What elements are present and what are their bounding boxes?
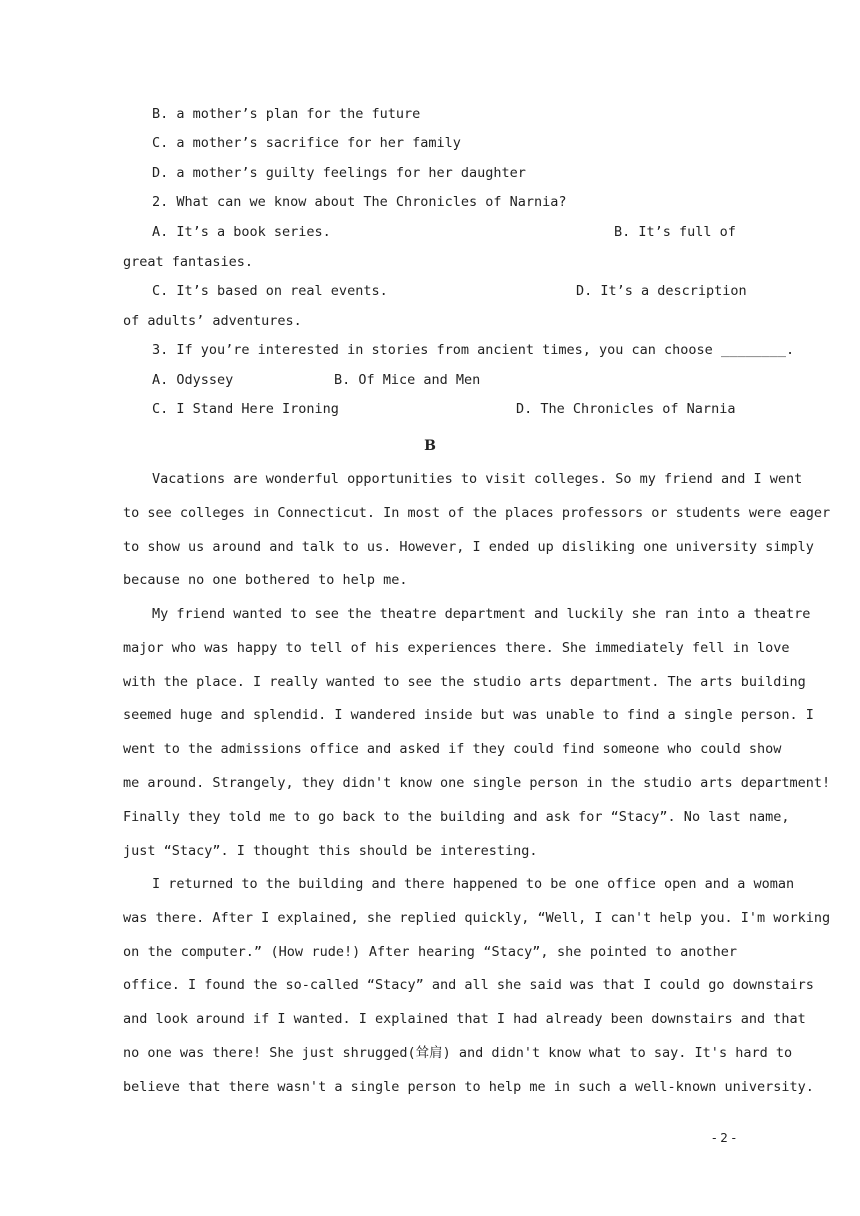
paragraph-line: I returned to the building and there happened to be one office open and a woman bbox=[152, 876, 795, 892]
paragraph-line: and look around if I wanted. I explained that I had already been downstairs and that bbox=[123, 1011, 806, 1028]
q3-options-row-1 bbox=[0, 371, 860, 389]
q3-options-row-2 bbox=[0, 400, 860, 418]
paragraph-line: went to the admissions office and asked if they could find someone who could show bbox=[123, 741, 782, 758]
paragraph-line: My friend wanted to see the theatre department and luckily she ran into a theatre bbox=[152, 606, 811, 622]
q3-stem: 3. If you’re interested in stories from ancient times, you can choose ________. bbox=[152, 342, 795, 358]
page-number: - 2 - bbox=[712, 1131, 736, 1145]
paragraph-line: believe that there wasn't a single person to help me in such a well-known university. bbox=[123, 1078, 814, 1095]
paragraph-line: to see colleges in Connecticut. In most of the places professors or students were eager bbox=[123, 504, 831, 521]
paragraph-line: me around. Strangely, they didn't know one single person in the studio arts department! bbox=[123, 774, 831, 791]
paragraph-line: just “Stacy”. I thought this should be interesting. bbox=[123, 842, 538, 859]
q3-option-d: D. The Chronicles of Narnia bbox=[516, 401, 736, 417]
q2-option-c: C. It’s based on real events. bbox=[152, 283, 388, 299]
paragraph-line: Finally they told me to go back to the building and ask for “Stacy”. No last name, bbox=[123, 808, 790, 825]
paragraph-line: because no one bothered to help me. bbox=[123, 572, 408, 589]
paragraph-2 bbox=[123, 598, 831, 868]
paragraph-line: office. I found the so-called “Stacy” and all she said was that I could go downstairs bbox=[123, 977, 814, 994]
paragraph-3 bbox=[123, 868, 831, 1105]
paragraph-line: on the computer.” (How rude!) After hearing “Stacy”, she pointed to another bbox=[123, 943, 737, 960]
paragraph-line: seemed huge and splendid. I wandered inside but was unable to find a single person. I bbox=[123, 707, 814, 724]
q1-option-b: B. a mother’s plan for the future bbox=[152, 106, 421, 122]
q3-option-a: A. Odyssey bbox=[152, 372, 234, 388]
paragraph-1 bbox=[123, 463, 831, 598]
q2-options-row-2 bbox=[0, 282, 860, 300]
q2-option-a: A. It’s a book series. bbox=[152, 224, 331, 240]
q1-option-c: C. a mother’s sacrifice for her family bbox=[152, 135, 461, 151]
paragraph-line: to show us around and talk to us. However, I ended up disliking one university simply bbox=[123, 538, 814, 555]
paragraph-line: was there. After I explained, she replied quickly, “Well, I can't help you. I'm working bbox=[123, 909, 831, 926]
paragraph-line: with the place. I really wanted to see the studio arts department. The arts building bbox=[123, 673, 806, 690]
q2-option-d: D. It’s a description bbox=[576, 283, 747, 299]
section-heading: B bbox=[424, 438, 436, 454]
paragraph-line: major who was happy to tell of his experiences there. She immediately fell in love bbox=[123, 639, 790, 656]
q2-option-b: B. It’s full of bbox=[614, 224, 736, 240]
q2-option-d-continued: of adults’ adventures. bbox=[123, 313, 302, 329]
paragraph-line: no one was there! She just shrugged(耸肩) and didn't know what to say. It's hard to bbox=[123, 1044, 793, 1061]
q1-option-d: D. a mother’s guilty feelings for her daughter bbox=[152, 165, 526, 181]
q3-option-c: C. I Stand Here Ironing bbox=[152, 401, 339, 417]
paragraph-line: Vacations are wonderful opportunities to visit colleges. So my friend and I went bbox=[152, 471, 803, 487]
q2-options-row-1 bbox=[0, 223, 860, 241]
q2-option-b-continued: great fantasies. bbox=[123, 254, 254, 270]
q2-stem: 2. What can we know about The Chronicles of Narnia? bbox=[152, 194, 567, 210]
q3-option-b: B. Of Mice and Men bbox=[334, 372, 481, 388]
